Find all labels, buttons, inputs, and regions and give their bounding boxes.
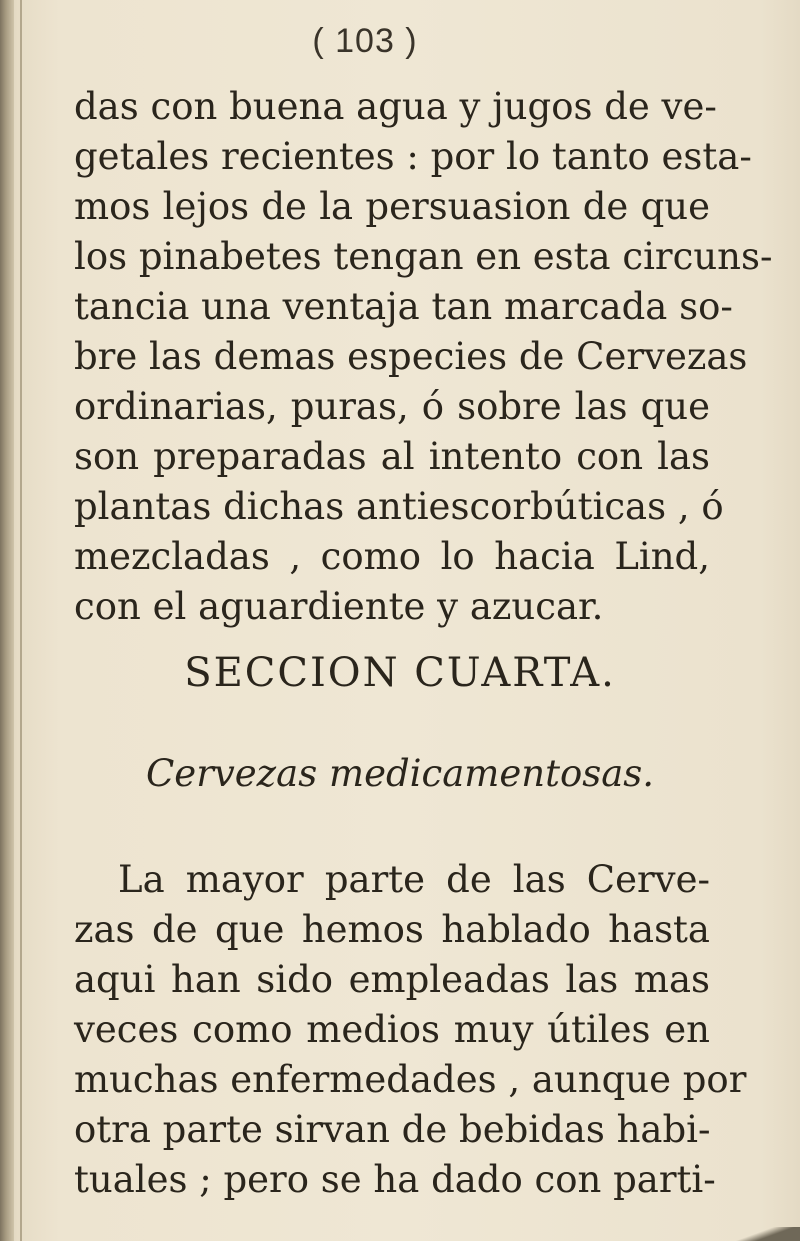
text-line: getales recientes : por lo tanto esta- [74,135,752,178]
paragraph-2 [74,855,747,1205]
text-line: los pinabetes tengan en esta circuns- [74,235,773,278]
text-line: mos lejos de la persuasion de que [74,185,710,228]
page-binding-shadow [20,0,22,1241]
text-line: bre las demas especies de Cervezas [74,335,748,378]
text-line: La mayor parte de las Cerve- [118,858,710,901]
text-line: das con buena agua y jugos de ve- [74,85,717,128]
text-line: son preparadas al intento con las [74,435,710,478]
page-binding-edge [0,0,14,1241]
text-line: zas de que hemos hablado hasta [74,908,710,951]
page-number: ( 103 ) [312,22,418,60]
section-heading: SECCION CUARTA. [184,650,616,696]
page-corner-shadow [730,1227,800,1241]
section-subtitle: Cervezas medicamentosas. [145,752,655,795]
text-line: muchas enfermedades , aunque por [74,1058,747,1101]
text-line: plantas dichas antiescorbúticas , ó [74,485,724,528]
text-line: tancia una ventaja tan marcada so- [74,285,733,328]
text-line: tuales ; pero se ha dado con parti- [74,1158,716,1201]
text-line: otra parte sirvan de bebidas habi- [74,1108,711,1151]
text-line: ordinarias, puras, ó sobre las que [74,385,710,428]
paragraph-1 [74,82,773,632]
text-line: con el aguardiente y azucar. [74,585,604,628]
text-line: aqui han sido empleadas las mas [74,958,710,1001]
text-line: veces como medios muy útiles en [74,1008,710,1051]
text-line: mezcladas , como lo hacia Lind, [74,535,710,578]
